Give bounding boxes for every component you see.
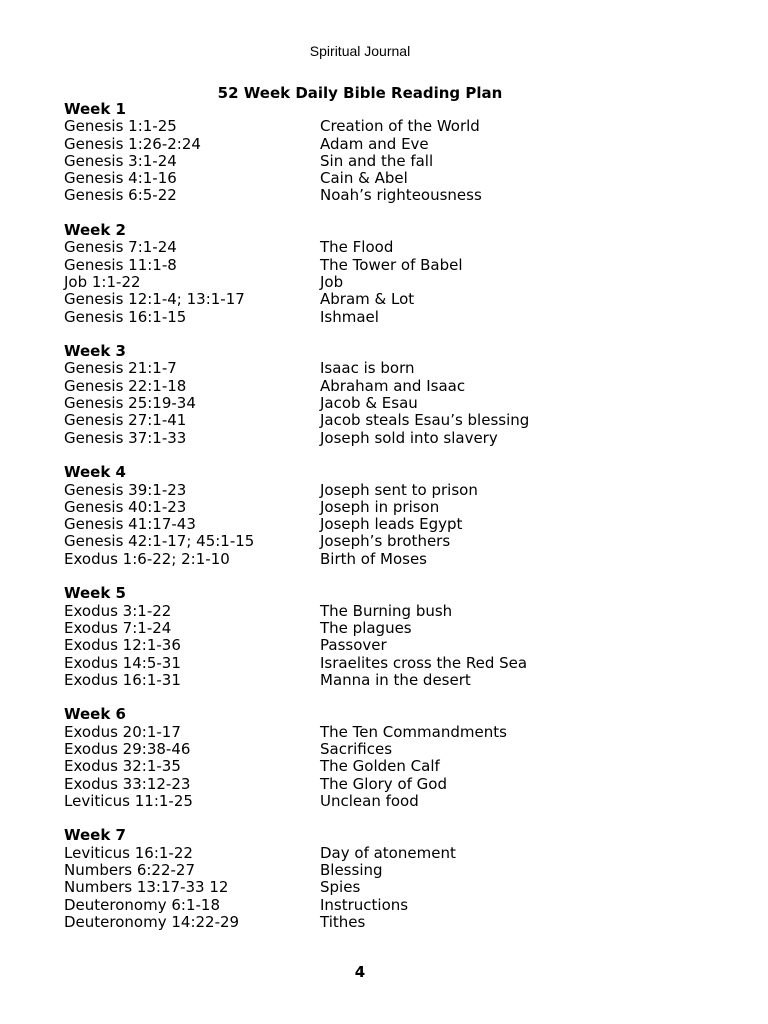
reading-row [64,239,584,256]
scripture-reference: Genesis 4:1-16 [64,169,177,188]
reading-topic: Noah’s righteousness [320,186,482,205]
scripture-reference: Exodus 16:1-31 [64,670,181,689]
scripture-reference: Genesis 1:1-25 [64,117,177,136]
reading-row [64,879,584,896]
week-title: Week 5 [64,584,126,603]
reading-row [64,758,584,775]
reading-row [64,897,584,914]
scripture-reference: Exodus 29:38-46 [64,739,191,758]
scripture-reference: Exodus 14:5-31 [64,653,181,672]
scripture-reference: Genesis 7:1-24 [64,238,177,257]
reading-row [64,603,584,620]
reading-topic: Joseph sent to prison [320,480,478,499]
scripture-reference: Genesis 21:1-7 [64,359,177,378]
reading-topic: Ishmael [320,307,379,326]
reading-topic: Manna in the desert [320,670,471,689]
scripture-reference: Genesis 16:1-15 [64,307,187,326]
reading-topic: Adam and Eve [320,134,429,153]
reading-topic: Instructions [320,895,409,914]
reading-topic: Day of atonement [320,843,456,862]
reading-topic: Birth of Moses [320,549,427,568]
scripture-reference: Genesis 11:1-8 [64,255,177,274]
scripture-reference: Genesis 22:1-18 [64,376,187,395]
week-section [64,222,584,326]
scripture-reference: Exodus 32:1-35 [64,757,181,776]
reading-topic: Isaac is born [320,359,415,378]
reading-row [64,914,584,931]
scripture-reference: Leviticus 16:1-22 [64,843,193,862]
reading-row [64,672,584,689]
week-title: Week 2 [64,221,126,240]
reading-topic: Joseph leads Egypt [320,515,463,534]
reading-row [64,655,584,672]
scripture-reference: Exodus 20:1-17 [64,722,181,741]
week-title: Week 1 [64,100,126,118]
scripture-reference: Leviticus 11:1-25 [64,791,193,810]
reading-topic: Sacrifices [320,739,393,758]
week-section [64,343,584,447]
reading-row [64,395,584,412]
reading-row [64,430,584,447]
reading-row [64,637,584,654]
reading-topic: The Glory of God [320,774,447,793]
reading-topic: Blessing [320,861,383,880]
reading-row [64,136,584,153]
scripture-reference: Numbers 13:17-33 12 [64,878,229,897]
reading-topic: The Burning bush [320,601,453,620]
reading-plan [64,101,584,949]
reading-row [64,620,584,637]
reading-row [64,170,584,187]
reading-row [64,360,584,377]
scripture-reference: Genesis 40:1-23 [64,497,187,516]
scripture-reference: Numbers 6:22-27 [64,861,196,880]
scripture-reference: Genesis 39:1-23 [64,480,187,499]
week-title: Week 7 [64,826,126,845]
reading-topic: Spies [320,878,361,897]
scripture-reference: Genesis 6:5-22 [64,186,177,205]
reading-topic: Abram & Lot [320,290,415,309]
week-title: Week 3 [64,342,126,361]
reading-topic: Jacob & Esau [320,394,418,413]
reading-row [64,482,584,499]
reading-row [64,724,584,741]
reading-row [64,309,584,326]
week-section [64,464,584,568]
reading-topic: Joseph sold into slavery [320,428,498,447]
scripture-reference: Genesis 1:26-2:24 [64,134,201,153]
reading-row [64,291,584,308]
reading-row [64,551,584,568]
week-title: Week 6 [64,705,126,724]
reading-topic: Joseph’s brothers [320,532,451,551]
reading-topic: Job [320,272,344,291]
scripture-reference: Job 1:1-22 [64,272,141,291]
scripture-reference: Genesis 27:1-41 [64,411,187,430]
reading-row [64,845,584,862]
reading-topic: Abraham and Isaac [320,376,466,395]
scripture-reference: Genesis 3:1-24 [64,151,177,170]
reading-topic: Creation of the World [320,117,480,136]
scripture-reference: Exodus 3:1-22 [64,601,172,620]
reading-row [64,776,584,793]
scripture-reference: Genesis 25:19-34 [64,394,196,413]
reading-row [64,793,584,810]
reading-row [64,499,584,516]
reading-topic: Joseph in prison [320,497,440,516]
page-number: 4 [354,963,366,981]
week-section [64,101,584,205]
running-header: Spiritual Journal [309,43,411,59]
reading-topic: The Flood [320,238,394,257]
scripture-reference: Deuteronomy 14:22-29 [64,912,240,931]
scripture-reference: Deuteronomy 6:1-18 [64,895,220,914]
reading-row [64,153,584,170]
reading-topic: The plagues [320,618,412,637]
reading-topic: Tithes [320,912,366,931]
reading-row [64,412,584,429]
reading-row [64,862,584,879]
reading-row [64,378,584,395]
reading-row [64,257,584,274]
reading-topic: Passover [320,636,387,655]
scripture-reference: Genesis 12:1-4; 13:1-17 [64,290,245,309]
reading-row [64,516,584,533]
scripture-reference: Exodus 7:1-24 [64,618,172,637]
reading-topic: Sin and the fall [320,151,434,170]
reading-row [64,118,584,135]
reading-row [64,274,584,291]
reading-row [64,187,584,204]
reading-topic: The Tower of Babel [320,255,463,274]
week-section [64,585,584,689]
scripture-reference: Genesis 41:17-43 [64,515,196,534]
reading-topic: The Ten Commandments [320,722,507,741]
reading-row [64,741,584,758]
week-title: Week 4 [64,463,126,482]
reading-row [64,533,584,550]
plan-title: 52 Week Daily Bible Reading Plan [217,84,503,102]
reading-topic: The Golden Calf [320,757,440,776]
scripture-reference: Genesis 37:1-33 [64,428,187,447]
scripture-reference: Exodus 33:12-23 [64,774,191,793]
reading-topic: Unclean food [320,791,419,810]
scripture-reference: Exodus 1:6-22; 2:1-10 [64,549,230,568]
reading-topic: Cain & Abel [320,169,408,188]
week-section [64,706,584,810]
scripture-reference: Genesis 42:1-17; 45:1-15 [64,532,255,551]
reading-topic: Israelites cross the Red Sea [320,653,528,672]
scripture-reference: Exodus 12:1-36 [64,636,181,655]
reading-topic: Jacob steals Esau’s blessing [320,411,530,430]
week-section [64,827,584,931]
